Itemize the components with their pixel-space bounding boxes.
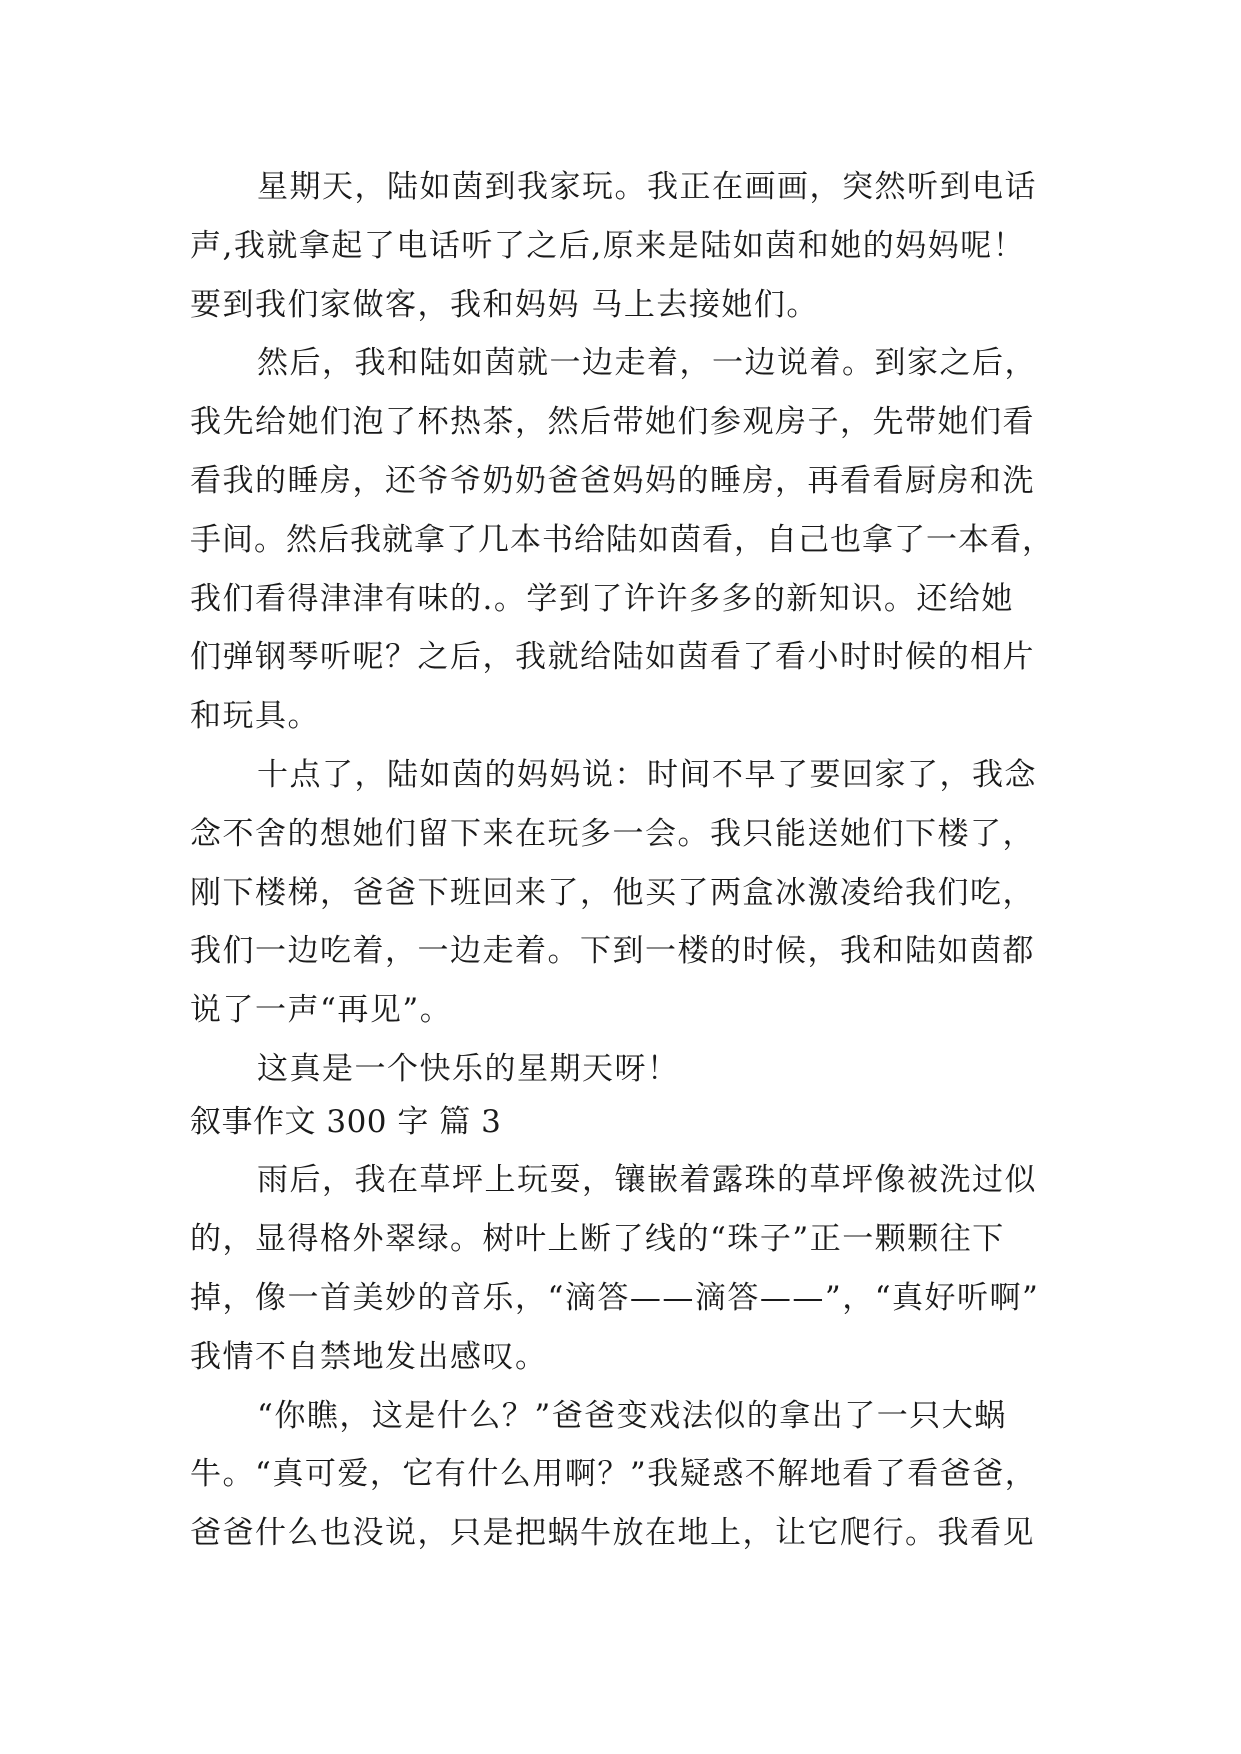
paragraph-2-line-1: 然后，我和陆如茵就一边走着，一边说着。到家之后， (257, 345, 1037, 381)
paragraph-6-line-3: 爸爸什么也没说，只是把蜗牛放在地上，让它爬行。我看见 (190, 1515, 1035, 1551)
paragraph-3-line-3: 刚下楼梯，爸爸下班回来了，他买了两盒冰激凌给我们吃， (190, 875, 1035, 911)
paragraph-2-line-7: 和玩具。 (190, 698, 320, 734)
paragraph-5-line-2: 的，显得格外翠绿。树叶上断了线的“珠子”正一颗颗往下 (190, 1221, 1005, 1257)
paragraph-2-line-5: 我们看得津津有味的.。学到了许许多多的新知识。还给她 (190, 581, 1014, 617)
paragraph-2-line-4: 手间。然后我就拿了几本书给陆如茵看，自己也拿了一本看， (190, 522, 1054, 558)
paragraph-3-line-4: 我们一边吃着，一边走着。下到一楼的时候，我和陆如茵都 (190, 933, 1035, 969)
paragraph-2-line-3: 看我的睡房，还爷爷奶奶爸爸妈妈的睡房，再看看厨房和洗 (190, 463, 1035, 499)
paragraph-2-line-2: 我先给她们泡了杯热茶，然后带她们参观房子，先带她们看 (190, 404, 1035, 440)
paragraph-5-line-3: 掉，像一首美妙的音乐，“滴答——滴答——”，“真好听啊” (190, 1280, 1040, 1316)
paragraph-1-line-2: 声,我就拿起了电话听了之后,原来是陆如茵和她的妈妈呢！ (190, 228, 1026, 264)
paragraph-1-line-3: 要到我们家做客，我和妈妈 马上去接她们。 (190, 287, 819, 323)
paragraph-3-line-1: 十点了，陆如茵的妈妈说：时间不早了要回家了，我念 (257, 757, 1037, 793)
paragraph-2-line-6: 们弹钢琴听呢？之后，我就给陆如茵看了看小时时候的相片 (190, 639, 1035, 675)
paragraph-6-line-1: “你瞧，这是什么？”爸爸变戏法似的拿出了一只大蜗 (257, 1398, 1007, 1434)
paragraph-3-line-5: 说了一声“再见”。 (190, 992, 453, 1028)
paragraph-5-line-4: 我情不自禁地发出感叹。 (190, 1339, 548, 1375)
paragraph-4-line-1: 这真是一个快乐的星期天呀！ (257, 1051, 680, 1087)
paragraph-1-line-1: 星期天，陆如茵到我家玩。我正在画画，突然听到电话 (257, 169, 1037, 205)
section-heading: 叙事作文 300 字 篇 3 (190, 1104, 502, 1140)
paragraph-5-line-1: 雨后，我在草坪上玩耍，镶嵌着露珠的草坪像被洗过似 (257, 1162, 1037, 1198)
paragraph-3-line-2: 念不舍的想她们留下来在玩多一会。我只能送她们下楼了， (190, 816, 1035, 852)
paragraph-6-line-2: 牛。“真可爱，它有什么用啊？”我疑惑不解地看了看爸爸， (190, 1456, 1038, 1492)
